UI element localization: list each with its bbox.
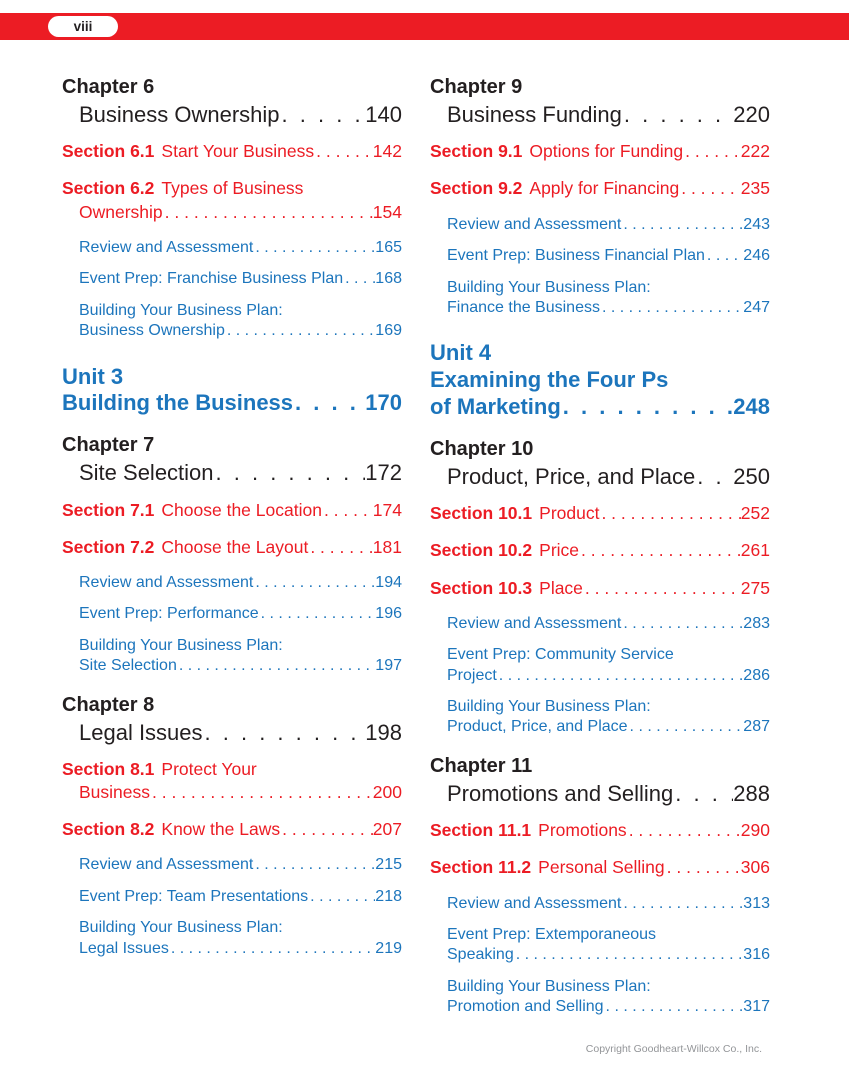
sub-entry-row [430,645,770,665]
section-title-text: Choose the Location [161,499,322,520]
sub-page-number: 197 [375,657,402,675]
section-page-number: 252 [740,503,770,524]
sub-title-text: Review and Assessment [447,215,622,233]
sub-block [62,887,402,907]
chapter-title-text: Legal Issues [79,719,203,745]
chapter-title-row [62,102,402,128]
sub-title-text: Event Prep: Franchise Business Plan [79,270,344,288]
chapter-number-label: Chapter 8 [62,693,155,716]
unit-page-number: 248 [733,394,770,420]
unit-title-text: of Marketing [430,394,561,420]
section-title-text: Ownership [79,201,163,222]
dot-leader [705,246,743,266]
sub-page-number: 286 [743,666,770,684]
sub-block [430,697,770,738]
sub-page-number: 283 [743,614,770,632]
sub-block [430,278,770,319]
sub-title-text: Project [447,666,497,684]
section-title-text: Start Your Business [161,141,315,162]
dot-leader [683,140,741,163]
section-number-label: Section 11.1 [430,820,532,841]
section-block [62,818,402,841]
sub-entry-row [62,918,402,938]
section-page-number: 207 [372,819,402,840]
sub-page-number: 215 [375,856,402,874]
sub-page-number: 194 [375,573,402,591]
sub-block [62,636,402,677]
section-title-text: Business [79,782,151,803]
dot-leader [150,781,373,804]
chapter-block [62,694,402,746]
dot-leader [679,177,741,200]
sub-title-text: Building Your Business Plan: [447,698,651,716]
chapter-page-number: 250 [733,463,770,489]
dot-leader [343,269,375,289]
dot-leader [583,577,741,600]
dot-leader [673,781,733,807]
section-entry-row [430,177,770,200]
chapter-title-text: Promotions and Selling [447,780,674,806]
sub-title-text: Event Prep: Extemporaneous [447,926,657,943]
section-title-text: Apply for Financing [529,178,680,199]
section-number-label: Section 9.1 [430,141,523,162]
section-number-label: Section 10.2 [430,540,533,561]
sub-entry-row [430,278,770,298]
sub-block [430,645,770,686]
dot-leader [280,818,373,841]
sub-block [62,604,402,624]
sub-entry-row [62,573,402,593]
chapter-title-row [430,781,770,807]
section-block [62,758,402,804]
sub-entry-row-continued [62,321,402,341]
section-title-text: Place [539,577,583,598]
dot-leader [253,238,375,258]
section-block [430,819,770,842]
chapter-block [62,76,402,128]
sub-entry-row [430,215,770,235]
sub-title-text: Review and Assessment [79,573,254,591]
sub-entry-row [62,269,402,289]
section-entry-row [430,577,770,600]
section-page-number: 261 [740,540,770,561]
section-entry-row-continued [62,781,402,804]
section-number-label: Section 7.2 [62,536,155,557]
section-entry-row [62,177,402,200]
header-band [0,13,849,40]
dot-leader [627,819,741,842]
section-title-text: Protect Your [161,759,257,780]
section-entry-row-continued [62,201,402,224]
dot-leader [621,614,743,634]
section-page-number: 142 [372,141,402,162]
dot-leader [259,604,376,624]
sub-title-text: Product, Price, and Place [447,718,628,736]
dot-leader [628,717,744,737]
sub-page-number: 243 [743,215,770,233]
sub-block [62,238,402,258]
unit-title-row [430,394,770,421]
chapter-title-text: Business Funding [447,102,622,127]
section-block [62,140,402,163]
sub-entry-row [62,301,402,321]
section-block [430,577,770,600]
sub-page-number: 165 [375,238,402,256]
chapter-title-text: Business Ownership [79,102,280,127]
sub-title-text: Building Your Business Plan: [79,919,283,937]
dot-leader [253,855,375,875]
sub-title-text: Building Your Business Plan: [79,636,283,654]
dot-leader [514,945,744,965]
sub-entry-row-continued [430,666,770,686]
sub-entry-row [430,894,770,914]
dot-leader [280,102,366,128]
unit-block [430,340,770,420]
chapter-block [62,434,402,486]
sub-entry-row [62,636,402,656]
dot-leader [322,499,373,522]
sub-title-text: Event Prep: Team Presentations [79,887,309,905]
section-page-number: 306 [740,857,770,878]
section-block [430,539,770,562]
chapter-number-label: Chapter 10 [430,437,534,460]
sub-title-text: Promotion and Selling [447,998,604,1016]
sub-block [62,301,402,342]
section-page-number: 154 [372,201,402,222]
sub-title-text: Review and Assessment [447,614,622,632]
dot-leader [163,201,373,224]
sub-title-text: Review and Assessment [79,238,254,256]
unit-block [62,364,402,418]
unit-number-label: Unit 3 [62,363,124,389]
section-entry-row [62,140,402,163]
chapter-title-row [430,102,770,128]
sub-page-number: 219 [375,939,402,957]
section-entry-row [430,502,770,525]
dot-leader [561,394,733,421]
sub-entry-row [62,887,402,907]
copyright-line: Copyright Goodheart-Willcox Co., Inc. [585,1043,762,1055]
section-entry-row [430,140,770,163]
chapter-title-text: Product, Price, and Place [447,463,696,489]
section-number-label: Section 9.2 [430,178,523,199]
section-title-text: Promotions [538,820,627,841]
chapter-number-label: Chapter 11 [430,754,533,777]
section-title-text: Product [539,503,600,524]
sub-block [62,573,402,593]
section-block [62,536,402,559]
sub-entry-row-continued [430,997,770,1017]
chapter-page-number: 220 [733,102,770,127]
chapter-page-number: 198 [365,719,402,745]
folio-page-number: viii [73,19,93,34]
sub-entry-row [62,238,402,258]
section-number-label: Section 10.1 [430,503,533,524]
section-number-label: Section 6.2 [62,178,155,199]
sub-block [430,614,770,634]
section-number-label: Section 6.1 [62,141,155,162]
section-block [430,140,770,163]
sub-title-text: Building Your Business Plan: [79,301,283,319]
chapter-number-label: Chapter 6 [62,76,155,98]
sub-entry-row-continued [430,717,770,737]
section-title-text: Know the Laws [161,819,281,840]
dot-leader [604,997,744,1017]
sub-entry-row [430,697,770,717]
section-page-number: 275 [740,577,770,598]
sub-entry-row-continued [62,656,402,676]
chapter-page-number: 172 [365,460,402,486]
sub-entry-row [430,614,770,634]
dot-leader [253,573,375,593]
sub-page-number: 313 [743,894,770,912]
dot-leader [214,460,366,486]
section-number-label: Section 10.3 [430,577,533,598]
sub-entry-row [430,925,770,945]
toc-column-left [62,76,402,970]
toc-column-right [430,76,770,1029]
section-number-label: Section 11.2 [430,857,532,878]
sub-page-number: 316 [743,946,770,964]
section-number-label: Section 8.2 [62,819,155,840]
chapter-title-text: Site Selection [79,460,214,486]
sub-title-text: Event Prep: Community Service [447,646,674,664]
dot-leader [177,656,375,676]
section-page-number: 222 [740,141,770,162]
sub-block [62,855,402,875]
section-block [62,499,402,522]
section-entry-row [62,758,402,781]
dot-leader [497,666,744,686]
sub-page-number: 168 [375,270,402,288]
dot-leader [314,140,373,163]
dot-leader [169,939,375,959]
sub-page-number: 246 [743,247,770,265]
sub-entry-row [430,977,770,997]
sub-page-number: 196 [375,605,402,623]
sub-block [430,894,770,914]
dot-leader [579,539,741,562]
chapter-block [430,755,770,807]
section-entry-row [62,499,402,522]
section-entry-row [430,856,770,879]
sub-page-number: 247 [743,298,770,316]
section-page-number: 181 [372,536,402,557]
sub-title-text: Review and Assessment [79,856,254,874]
sub-page-number: 169 [375,322,402,340]
sub-block [62,918,402,959]
section-page-number: 200 [372,782,402,803]
dot-leader [293,390,365,417]
sub-entry-row [430,246,770,266]
section-title-text: Price [539,540,580,561]
dot-leader [308,536,372,559]
sub-title-text: Event Prep: Performance [79,605,259,623]
section-page-number: 290 [740,820,770,841]
dot-leader [622,102,733,128]
unit-title-row [62,390,402,417]
sub-block [430,977,770,1018]
sub-block [62,269,402,289]
chapter-number-label: Chapter 9 [430,76,523,98]
sub-title-text: Finance the Business [447,298,600,316]
unit-title-text: Examining the Four Ps [430,367,669,393]
section-block [430,856,770,879]
sub-title-text: Legal Issues [79,939,169,957]
dot-leader [225,321,375,341]
dot-leader [203,720,366,746]
section-block [62,177,402,223]
section-entry-row [430,539,770,562]
chapter-page-number: 288 [733,780,770,806]
section-entry-row [430,819,770,842]
sub-entry-row [62,855,402,875]
sub-entry-row-continued [430,945,770,965]
sub-title-text: Business Ownership [79,322,225,340]
section-page-number: 174 [372,499,402,520]
sub-entry-row-continued [62,939,402,959]
sub-title-text: Event Prep: Business Financial Plan [447,247,705,265]
dot-leader [308,887,375,907]
sub-entry-row [62,604,402,624]
sub-block [430,246,770,266]
chapter-block [430,76,770,128]
unit-page-number: 170 [365,390,402,416]
sub-block [430,925,770,966]
sub-page-number: 317 [743,998,770,1016]
sub-title-text: Building Your Business Plan: [447,977,651,995]
chapter-page-number: 140 [365,102,402,127]
section-number-label: Section 8.1 [62,759,155,780]
sub-title-text: Site Selection [79,657,177,675]
section-entry-row [62,536,402,559]
sub-title-text: Review and Assessment [447,894,622,912]
unit-title-row [430,367,770,394]
unit-number-label: Unit 4 [430,340,492,366]
sub-page-number: 287 [743,718,770,736]
sub-page-number: 218 [375,887,402,905]
section-block [430,502,770,525]
chapter-title-row [430,464,770,490]
section-title-text: Choose the Layout [161,536,309,557]
section-block [430,177,770,200]
chapter-title-row [62,720,402,746]
dot-leader [695,464,733,490]
section-title-text: Types of Business [161,178,304,199]
chapter-number-label: Chapter 7 [62,434,155,457]
section-entry-row [62,818,402,841]
sub-entry-row-continued [430,298,770,318]
dot-leader [600,298,743,318]
chapter-block [430,438,770,490]
chapter-title-row [62,460,402,486]
dot-leader [621,215,743,235]
section-title-text: Personal Selling [538,857,665,878]
toc-content [62,76,770,1029]
dot-leader [665,856,741,879]
sub-block [430,215,770,235]
section-number-label: Section 7.1 [62,499,155,520]
folio-pill [48,16,118,37]
dot-leader [621,894,743,914]
unit-title-text: Building the Business [62,390,294,416]
sub-title-text: Building Your Business Plan: [447,278,651,296]
section-title-text: Options for Funding [529,141,684,162]
dot-leader [599,502,740,525]
sub-title-text: Speaking [447,946,514,964]
section-page-number: 235 [740,178,770,199]
